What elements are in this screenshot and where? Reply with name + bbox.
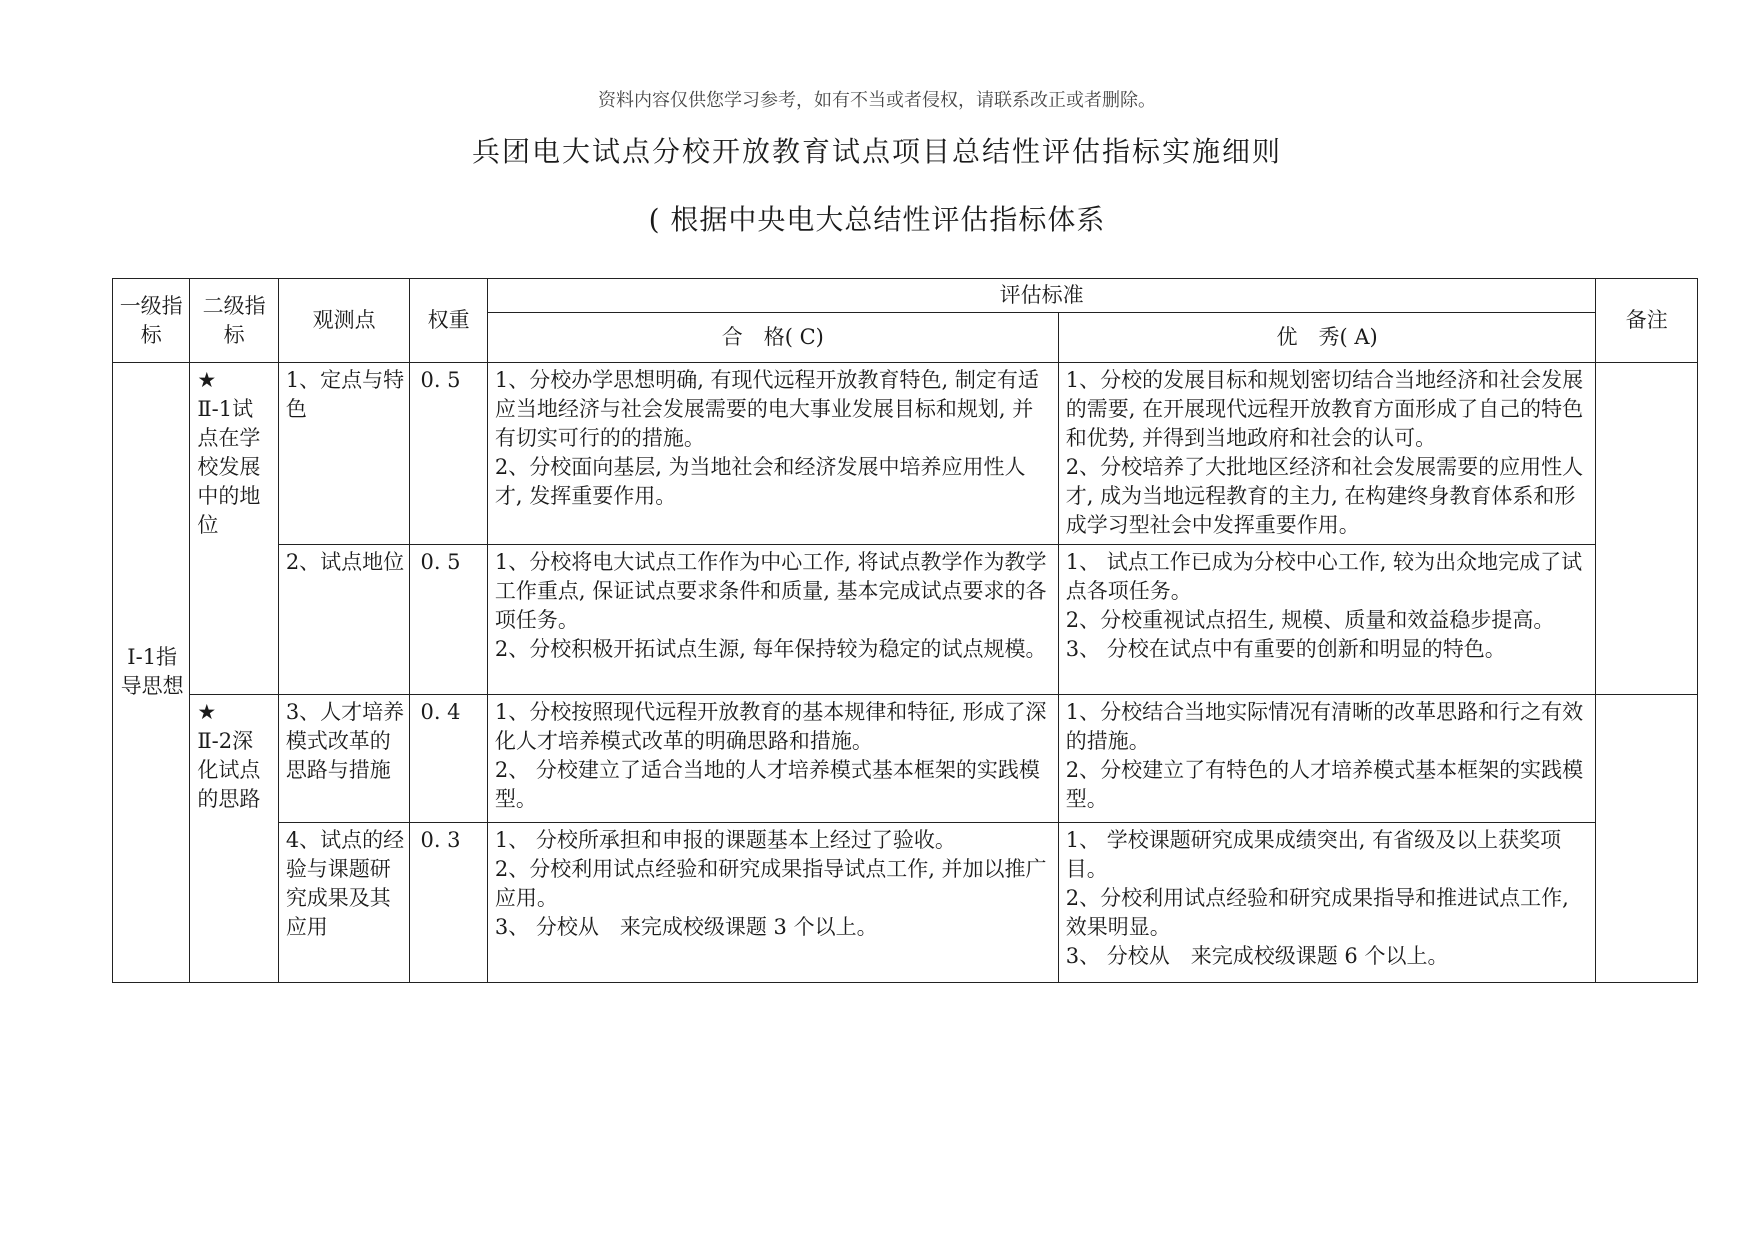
- weight-cell: 0. 5: [410, 363, 487, 545]
- header-remarks: 备注: [1596, 279, 1698, 363]
- criteria-line: 3、 分校从 来完成校级课题 3 个以上。: [494, 915, 878, 939]
- pass-criteria-cell: [487, 823, 1058, 983]
- observation-cell: 4、试点的经验与课题研究成果及其应用: [278, 823, 410, 983]
- pass-criteria-cell: [487, 363, 1058, 545]
- header-level1: 一级指标: [113, 279, 190, 363]
- level2-label: Ⅱ-2深化试点的思路: [197, 729, 261, 811]
- header-level2: 二级指标: [190, 279, 278, 363]
- header-pass: 合 格( C): [487, 313, 1058, 363]
- criteria-line: 1、分校按照现代远程开放教育的基本规律和特征, 形成了深化人才培养模式改革的明确思路和措施。: [494, 700, 1047, 753]
- criteria-line: 1、分校将电大试点工作作为中心工作, 将试点教学作为教学工作重点, 保证试点要求条件和质量, 基本完成试点要求的各项任务。: [494, 550, 1047, 632]
- header-criteria: 评估标准: [487, 279, 1596, 313]
- table-row: [113, 545, 1698, 695]
- criteria-line: 2、分校重视试点招生, 规模、质量和效益稳步提高。: [1065, 608, 1555, 632]
- criteria-line: 3、 分校在试点中有重要的创新和明显的特色。: [1065, 637, 1506, 661]
- header-weight: 权重: [410, 279, 487, 363]
- weight-cell: 0. 4: [410, 695, 487, 823]
- level1-cell: Ⅰ-1指导思想: [113, 363, 190, 983]
- table-row: [113, 695, 1698, 823]
- star-icon: ★: [197, 368, 217, 392]
- header-observation: 观测点: [278, 279, 410, 363]
- observation-cell: 1、定点与特色: [278, 363, 410, 545]
- remarks-cell: [1596, 363, 1698, 695]
- level2-cell: [190, 695, 278, 983]
- copyright-notice: 资料内容仅供您学习参考，如有不当或者侵权，请联系改正或者删除。: [598, 90, 1156, 111]
- excellent-criteria-cell: [1058, 823, 1596, 983]
- star-icon: ★: [197, 700, 217, 724]
- criteria-line: 2、分校建立了有特色的人才培养模式基本框架的实践模型。: [1065, 758, 1584, 811]
- criteria-line: 1、分校办学思想明确, 有现代远程开放教育特色, 制定有适应当地经济与社会发展需要的电大事业发展目标和规划, 并有切实可行的的措施。: [494, 368, 1039, 450]
- criteria-line: 2、分校面向基层, 为当地社会和经济发展中培养应用性人才, 发挥重要作用。: [494, 455, 1026, 508]
- excellent-criteria-cell: [1058, 695, 1596, 823]
- criteria-line: 2、分校积极开拓试点生源, 每年保持较为稳定的试点规模。: [494, 637, 1047, 661]
- excellent-criteria-cell: [1058, 363, 1596, 545]
- table-row: [113, 823, 1698, 983]
- pass-criteria-cell: [487, 695, 1058, 823]
- level2-label: Ⅱ-1试点在学校发展中的地位: [197, 397, 261, 537]
- criteria-line: 1、 试点工作已成为分校中心工作, 较为出众地完成了试点各项任务。: [1065, 550, 1583, 603]
- criteria-line: 3、 分校从 来完成校级课题 6 个以上。: [1065, 944, 1449, 968]
- pass-criteria-cell: [487, 545, 1058, 695]
- header-row-1: [113, 279, 1698, 313]
- criteria-line: 1、分校的发展目标和规划密切结合当地经济和社会发展的需要, 在开展现代远程开放教育方面形成了自己的特色和优势, 并得到当地政府和社会的认可。: [1065, 368, 1584, 450]
- criteria-line: 2、分校利用试点经验和研究成果指导和推进试点工作, 效果明显。: [1065, 886, 1569, 939]
- criteria-line: 1、分校结合当地实际情况有清晰的改革思路和行之有效的措施。: [1065, 700, 1584, 753]
- header-excellent: 优 秀( A): [1058, 313, 1596, 363]
- observation-cell: 2、试点地位: [278, 545, 410, 695]
- excellent-criteria-cell: [1058, 545, 1596, 695]
- criteria-line: 2、 分校建立了适合当地的人才培养模式基本框架的实践模型。: [494, 758, 1040, 811]
- criteria-line: 2、分校利用试点经验和研究成果指导试点工作, 并加以推广应用。: [494, 857, 1047, 910]
- criteria-line: 1、 分校所承担和申报的课题基本上经过了验收。: [494, 828, 956, 852]
- remarks-cell: [1596, 695, 1698, 983]
- document-title: 兵团电大试点分校开放教育试点项目总结性评估指标实施细则: [471, 135, 1282, 168]
- criteria-line: 2、分校培养了大批地区经济和社会发展需要的应用性人才, 成为当地远程教育的主力, 在构建终身教育体系和形成学习型社会中发挥重要作用。: [1065, 455, 1584, 537]
- weight-cell: 0. 5: [410, 545, 487, 695]
- weight-cell: 0. 3: [410, 823, 487, 983]
- observation-cell: 3、人才培养模式改革的思路与措施: [278, 695, 410, 823]
- level2-cell: [190, 363, 278, 695]
- criteria-line: 1、 学校课题研究成果成绩突出, 有省级及以上获奖项目。: [1065, 828, 1562, 881]
- table-row: [113, 363, 1698, 545]
- document-subtitle: ( 根据中央电大总结性评估指标体系: [648, 203, 1106, 236]
- evaluation-table: [112, 278, 1698, 983]
